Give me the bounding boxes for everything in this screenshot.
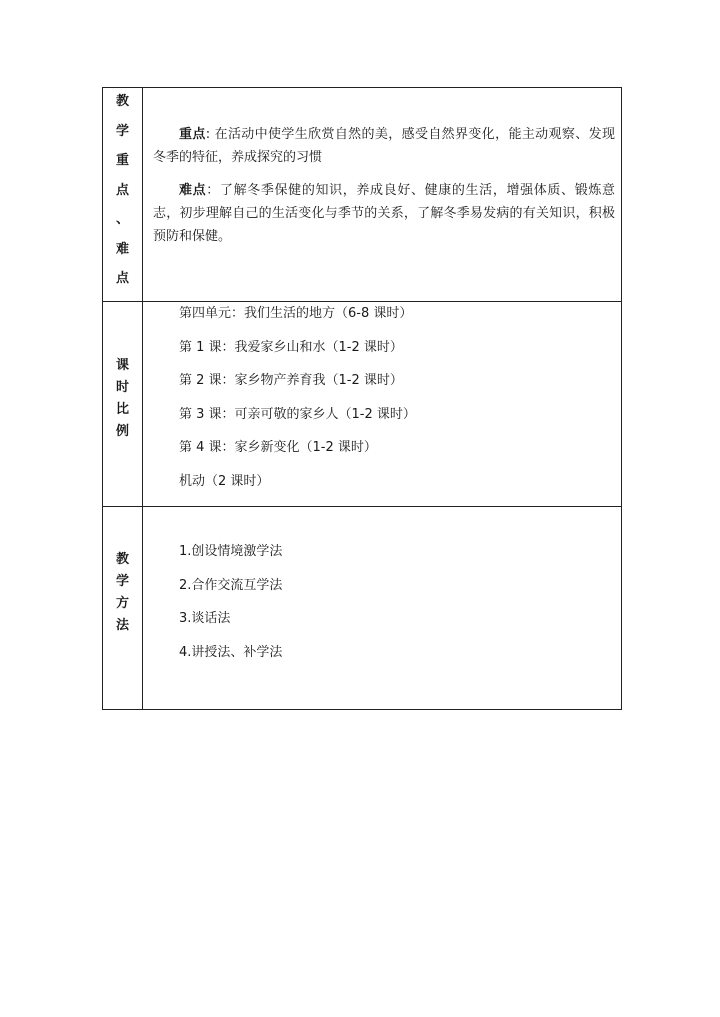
row-label-char: 、 — [115, 212, 129, 228]
row-label-char: 课 — [115, 358, 129, 373]
teaching-method-item: 1.创设情境激学法 — [179, 544, 283, 559]
row-label-char: 时 — [115, 380, 129, 395]
table-row-class-hours — [103, 301, 621, 506]
row-label-char: 教 — [115, 552, 129, 567]
class-hours-line: 第四单元：我们生活的地方（6-8 课时） — [179, 306, 413, 321]
class-hours-content — [143, 302, 621, 506]
table-row-teaching-methods — [103, 506, 621, 709]
difficult-point-separator: ： — [206, 183, 220, 198]
teaching-method-item: 4.讲授法、补学法 — [179, 644, 283, 660]
lesson-plan-table — [102, 87, 622, 710]
class-hours-line: 第 1 课：我爱家乡山和水（1-2 课时） — [179, 339, 403, 355]
row-label-char: 学 — [115, 123, 129, 139]
key-point-text: 在活动中使学生欣赏自然的美，感受自然界变化，能主动观察、发现冬季的特征，养成探究的习惯 — [153, 127, 615, 165]
table-row-key-points — [103, 88, 621, 301]
row-label-char: 学 — [115, 574, 129, 589]
difficult-point-paragraph — [153, 179, 615, 248]
row-label-char: 难 — [115, 241, 129, 257]
class-hours-line: 第 2 课：家乡物产养育我（1-2 课时） — [179, 373, 403, 388]
class-hours-line: 第 4 课：家乡新变化（1-2 课时） — [179, 440, 377, 455]
row-label-char: 点 — [115, 271, 129, 287]
difficult-point-heading: 难点 — [179, 183, 207, 198]
row-label-char: 重 — [115, 153, 129, 169]
row-label-char: 比 — [115, 402, 129, 417]
teaching-method-item: 2.合作交流互学法 — [179, 577, 283, 593]
row-label-char: 点 — [115, 182, 129, 198]
row-label-teaching-methods — [103, 507, 143, 709]
key-point-separator: : — [205, 127, 215, 142]
key-point-paragraph — [153, 123, 615, 169]
row-label-char: 教 — [115, 94, 129, 109]
class-hours-line: 第 3 课：可亲可敬的家乡人（1-2 课时） — [179, 406, 416, 422]
key-point-heading: 重点 — [179, 127, 206, 142]
row-label-class-hours — [103, 302, 143, 506]
row-label-char: 例 — [115, 424, 129, 439]
row-label-char: 方 — [115, 596, 129, 611]
teaching-methods-content — [143, 507, 621, 709]
key-points-content — [143, 88, 621, 301]
row-label-char: 法 — [115, 618, 129, 633]
row-label-key-points — [103, 88, 143, 301]
class-hours-line: 机动（2 课时） — [179, 473, 270, 489]
difficult-point-text: 了解冬季保健的知识，养成良好、健康的生活，增强体质、锻炼意志，初步理解自己的生活变化与季节的关系，了解冬季易发病的有关知识，积极预防和保健。 — [153, 183, 615, 244]
teaching-method-item: 3.谈话法 — [179, 611, 231, 626]
